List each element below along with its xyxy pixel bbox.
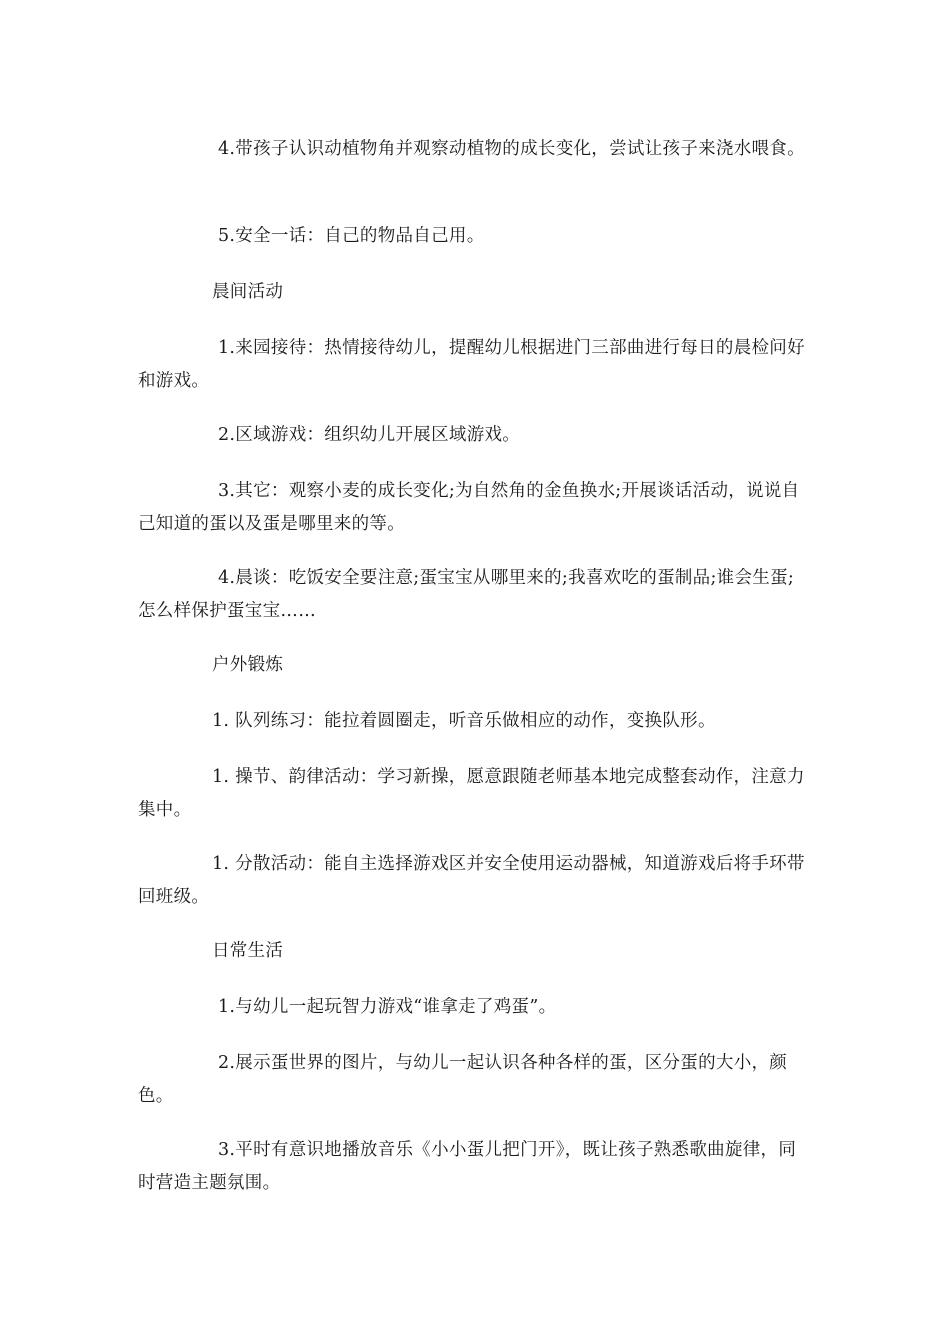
paragraph-queue-practice: 1. 队列练习：能拉着圆圈走，听音乐做相应的动作，变换队形。 [212, 711, 716, 731]
paragraph-music: 3.平时有意识地播放音乐《小小蛋儿把门开》，既让孩子熟悉歌曲旋律，同时营造主题氛围。 [138, 1140, 797, 1193]
paragraph-arrival-reception: 1.来园接待：热情接待幼儿，提醒幼儿根据进门三部曲进行每日的晨检问好和游戏。 [138, 338, 805, 391]
paragraph-puzzle-game: 1.与幼儿一起玩智力游戏“谁拿走了鸡蛋”。 [218, 997, 557, 1017]
paragraph-area-games: 2.区域游戏：组织幼儿开展区域游戏。 [218, 425, 521, 445]
heading-outdoor-exercise: 户外锻炼 [212, 655, 284, 675]
paragraph-rhythm-activity: 1. 操节、韵律活动：学习新操，愿意跟随老师基本地完成整套动作，注意力集中。 [138, 767, 805, 820]
paragraph-animal-plant-corner: 4.带孩子认识动植物角并观察动植物的成长变化，尝试让孩子来浇水喂食。 [218, 139, 805, 159]
paragraph-safety-talk: 5.安全一话：自己的物品自己用。 [218, 226, 485, 246]
paragraph-other-activities: 3.其它：观察小麦的成长变化;为自然角的金鱼换水;开展谈话活动，说说自己知道的蛋以及蛋是哪里来的等。 [138, 481, 800, 534]
paragraph-free-activity: 1. 分散活动：能自主选择游戏区并安全使用运动器械，知道游戏后将手环带回班级。 [138, 854, 805, 907]
heading-morning-activity: 晨间活动 [212, 282, 284, 302]
paragraph-morning-talk: 4.晨谈：吃饭安全要注意;蛋宝宝从哪里来的;我喜欢吃的蛋制品;谁会生蛋;怎么样保护蛋宝宝…… [138, 568, 795, 621]
heading-daily-life: 日常生活 [212, 941, 284, 961]
paragraph-egg-pictures: 2.展示蛋世界的图片，与幼儿一起认识各种各样的蛋，区分蛋的大小，颜色。 [138, 1053, 788, 1106]
